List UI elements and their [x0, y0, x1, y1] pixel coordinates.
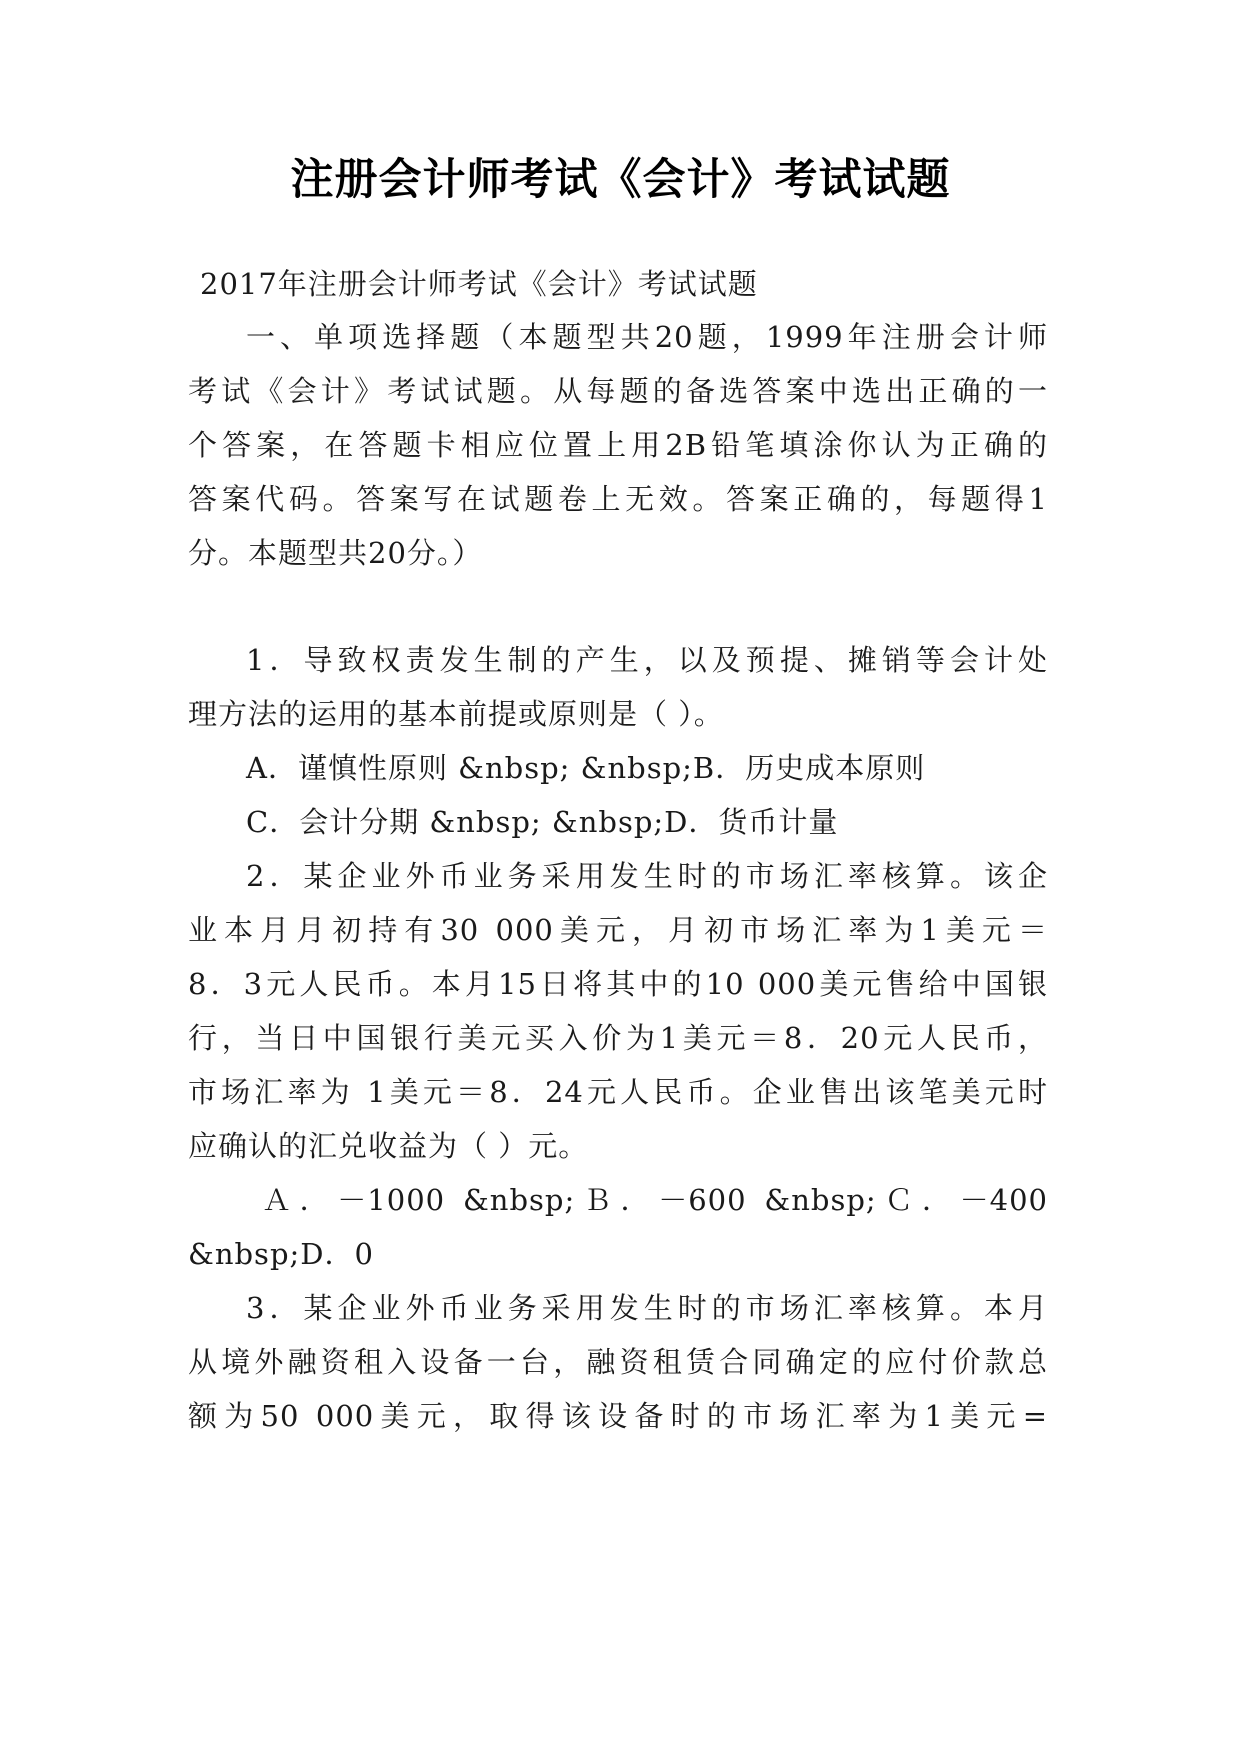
answer-options-line: A．谨慎性原则 &nbsp; &nbsp;B．历史成本原则	[246, 751, 926, 785]
question-text-line: 应确认的汇兑收益为（ ）元。	[188, 1129, 589, 1163]
question-text-line: 3．某企业外币业务采用发生时的市场汇率核算。本月	[246, 1291, 1048, 1325]
question-text-line: 行，当日中国银行美元买入价为1美元＝8．20元人民币，	[188, 1021, 1048, 1055]
question-text-line: 市场汇率为 1美元＝8．24元人民币。企业售出该笔美元时	[188, 1075, 1048, 1109]
answer-options-line: C．会计分期 &nbsp; &nbsp;D．货币计量	[246, 805, 839, 839]
answer-options-line: Ａ．－1000 &nbsp;Ｂ．－600 &nbsp;Ｃ．－400	[262, 1183, 1048, 1217]
question-text-line: 额为50 000美元，取得该设备时的市场汇率为1美元=	[188, 1399, 1048, 1433]
question-text-line: 业本月月初持有30 000美元，月初市场汇率为1美元＝	[188, 913, 1048, 947]
question-text-line: 1．导致权责发生制的产生，以及预提、摊销等会计处	[246, 643, 1048, 677]
question-text-line: 2．某企业外币业务采用发生时的市场汇率核算。该企	[246, 859, 1048, 893]
question-text-line: 理方法的运用的基本前提或原则是（ ）。	[188, 697, 724, 731]
intro-line: 考试《会计》考试试题。从每题的备选答案中选出正确的一	[188, 374, 1048, 408]
answer-options-line: &nbsp;D．0	[188, 1237, 374, 1271]
intro-line: 答案代码。答案写在试题卷上无效。答案正确的，每题得1	[188, 482, 1048, 516]
intro-line: 个答案，在答题卡相应位置上用2B铅笔填涂你认为正确的	[188, 428, 1048, 462]
intro-line: 一、单项选择题（本题型共20题，1999年注册会计师	[246, 320, 1048, 354]
intro-line: 分。本题型共20分。）	[188, 536, 483, 570]
question-text-line: 8．3元人民币。本月15日将其中的10 000美元售给中国银	[188, 967, 1048, 1001]
question-text-line: 从境外融资租入设备一台，融资租赁合同确定的应付价款总	[188, 1345, 1048, 1379]
document-subtitle: 2017年注册会计师考试《会计》考试试题	[200, 267, 758, 301]
document-title: 注册会计师考试《会计》考试试题	[290, 155, 951, 205]
